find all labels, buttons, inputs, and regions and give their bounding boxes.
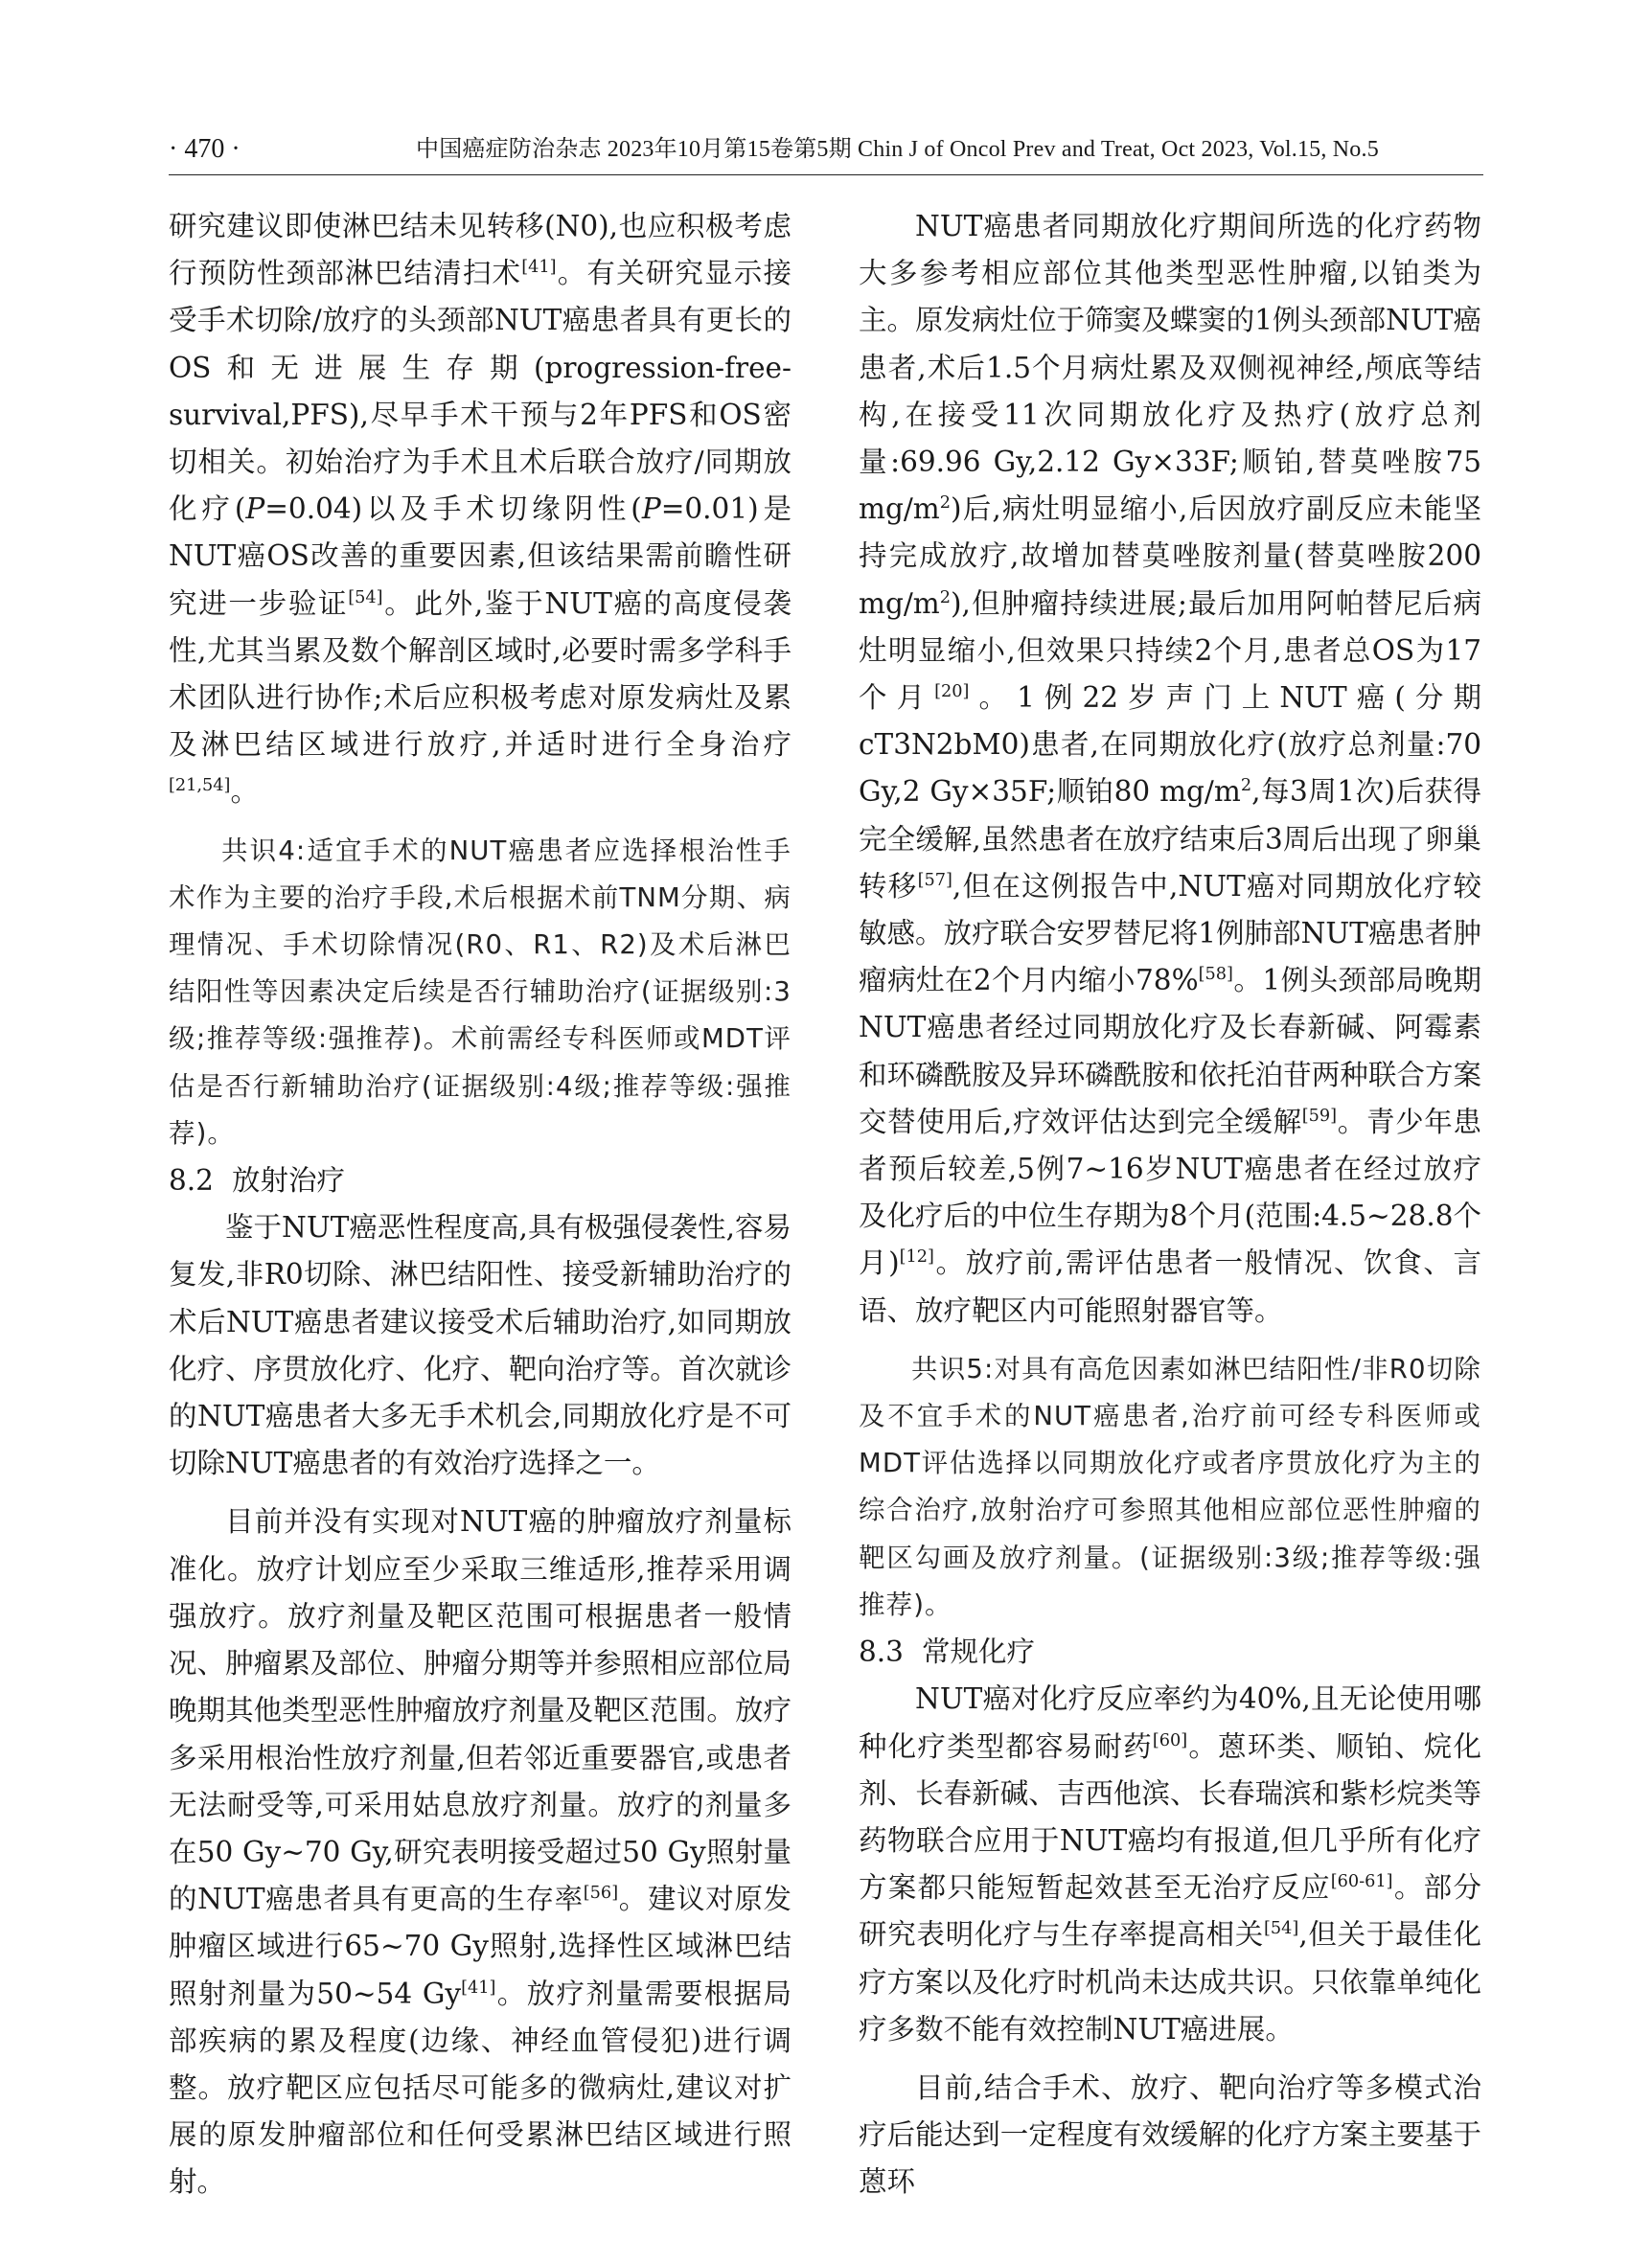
paragraph-surgery-cont: 研究建议即使淋巴结未见转移(N0),也应积极考虑行预防性颈部淋巴结清扫术[41]。有关研究显示接受手术切除/放疗的头颈部NUT癌患者具有更长的OS和无进展生存期(progression-free-survival,PFS),尽早手术干预与2年PFS和OS密切相关。初始治疗为手术且术后联合放疗/同期放化疗(P=0.04)以及手术切缘阴性(P=0.01)是NUT癌OS改善的重要因素,但该结果需前瞻性研究进一步验证[54]。此外,鉴于NUT癌的高度侵袭性,尤其当累及数个解剖区域时,必要时需多学科手术团队进行协作;术后应积极考虑对原发病灶及累及淋巴结区域进行放疗,并适时进行全身治疗[21,54]。: [169, 210, 792, 809]
citation: [60]: [1152, 1730, 1188, 1750]
paragraph-radiotherapy-indication: 鉴于NUT癌恶性程度高,具有极强侵袭性,容易复发,非R0切除、淋巴结阳性、接受新辅助治疗的术后NUT癌患者建议接受术后辅助治疗,如同期放化疗、序贯放化疗、化疗、靶向治疗等。首次就诊的NUT癌患者大多无手术机会,同期放化疗是不可切除NUT癌患者的有效治疗选择之一。: [169, 1211, 792, 1480]
paragraph-radiotherapy-dose: 目前并没有实现对NUT癌的肿瘤放疗剂量标准化。放疗计划应至少采取三维适形,推荐采用调强放疗。放疗剂量及靶区范围可根据患者一般情况、肿瘤累及部位、肿瘤分期等并参照相应部位局晚期其他类型恶性肿瘤放疗剂量及靶区范围。放疗多采用根治性放疗剂量,但若邻近重要器官,或患者无法耐受等,可采用姑息放疗剂量。放疗的剂量多在50 Gy~70 Gy,研究表明接受超过50 Gy照射量的NUT癌患者具有更高的生存率[56]。建议对原发肿瘤区域进行65~70 Gy照射,选择性区域淋巴结照射剂量为50~54 Gy[41]。放疗剂量需要根据局部疾病的累及程度(边缘、神经血管侵犯)进行调整。放疗靶区应包括尽可能多的微病灶,建议对扩展的原发肿瘤部位和任何受累淋巴结区域进行照射。: [169, 1505, 792, 2199]
section-heading-8-2: 8.2 放射治疗: [169, 1164, 346, 1198]
citation: [21,54]: [169, 776, 231, 796]
citation: [12]: [899, 1247, 934, 1268]
consensus-5: 共识5:对具有高危因素如淋巴结阳性/非R0切除及不宜手术的NUT癌患者,治疗前可经专科医师或MDT评估选择以同期放化疗或者序贯放化疗为主的综合治疗,放射治疗可参照其他相应部位恶性肿瘤的靶区勾画及放疗剂量。(证据级别:3级;推荐等级:强推荐)。: [859, 1353, 1481, 1620]
citation: [54]: [1264, 1919, 1299, 1939]
citation: [20]: [934, 682, 970, 702]
citation: [57]: [917, 871, 952, 891]
citation: [60-61]: [1330, 1872, 1393, 1892]
paragraph-chemo-regimens: 目前,结合手术、放疗、靶向治疗等多模式治疗后能达到一定程度有效缓解的化疗方案主要基于蒽环: [859, 2070, 1481, 2199]
citation: [54]: [348, 587, 383, 607]
section-heading-8-3: 8.3 常规化疗: [859, 1635, 1036, 1669]
right-column: [859, 203, 1481, 2207]
citation: [56]: [583, 1884, 619, 1904]
running-header: [169, 130, 1483, 175]
citation: [41]: [521, 258, 557, 278]
paragraph-chemotherapy: NUT癌对化疗反应率约为40%,且无论使用哪种化疗类型都容易耐药[60]。蒽环类、顺铂、烷化剂、长春新碱、吉西他滨、长春瑞滨和紫杉烷类等药物联合应用于NUT癌均有报道,但几乎所有化疗方案都只能短暂起效甚至无治疗反应[60-61]。部分研究表明化疗与生存率提高相关[54],但关于最佳化疗方案以及化疗时机尚未达成共识。只依靠单纯化疗多数不能有效控制NUT癌进展。: [859, 1682, 1481, 2046]
paragraph-chemoradiation: NUT癌患者同期放化疗期间所选的化疗药物大多参考相应部位其他类型恶性肿瘤,以铂类为主。原发病灶位于筛窦及蝶窦的1例头颈部NUT癌患者,术后1.5个月病灶累及双侧视神经,颅底等结构,在接受11次同期放化疗及热疗(放疗总剂量:69.96 Gy,2.12 Gy×33F;顺铂,替莫唑胺75 $mg/m^2$)后,病灶明显缩小,后因放疗副反应未能坚持完成放疗,故增加替莫唑胺剂量(替莫唑胺200 $mg/m^2$),但肿瘤持续进展;最后加用阿帕替尼后病灶明显缩小,但效果只持续2个月,患者总OS为17个月[20]。1例22岁声门上NUT癌(分期cT3N2bM0)患者,在同期放化疗(放疗总剂量:70 Gy,2 Gy×35F;顺铂80 $mg/m^2$,每3周1次)后获得完全缓解,虽然患者在放疗结束后3周后出现了卵巢转移[57],但在这例报告中,NUT癌对同期放化疗较敏感。放疗联合安罗替尼将1例肺部NUT癌患者肿瘤病灶在2个月内缩小78%[58]。1例头颈部局晚期NUT癌患者经过同期放化疗及长春新碱、阿霉素和环磷酰胺及异环磷酰胺和依托泊苷两种联合方案交替使用后,疗效评估达到完全缓解[59]。青少年患者预后较差,5例7~16岁NUT癌患者在经过放疗及化疗后的中位生存期为8个月(范围:4.5~28.8个月)[12]。放疗前,需评估患者一般情况、饮食、言语、放疗靶区内可能照射器官等。: [859, 210, 1481, 1327]
left-column: [169, 203, 792, 2207]
running-title: 中国癌症防治杂志 2023年10月第15卷第5期 Chin J of Oncol Prev and Treat, Oct 2023, Vol.15, No.5: [416, 137, 1379, 162]
consensus-4: 共识4:适宜手术的NUT癌患者应选择根治性手术作为主要的治疗手段,术后根据术前TNM分期、病理情况、手术切除情况(R0、R1、R2)及术后淋巴结阳性等因素决定后续是否行辅助治疗(证据级别:3级;推荐等级:强推荐)。术前需经专科医师或MDT评估是否行新辅助治疗(证据级别:4级;推荐等级:强推荐)。: [169, 835, 792, 1149]
citation: [59]: [1301, 1107, 1338, 1127]
page-number: · 470 ·: [169, 134, 241, 164]
citation: [41]: [461, 1978, 496, 1998]
citation: [58]: [1198, 965, 1233, 985]
